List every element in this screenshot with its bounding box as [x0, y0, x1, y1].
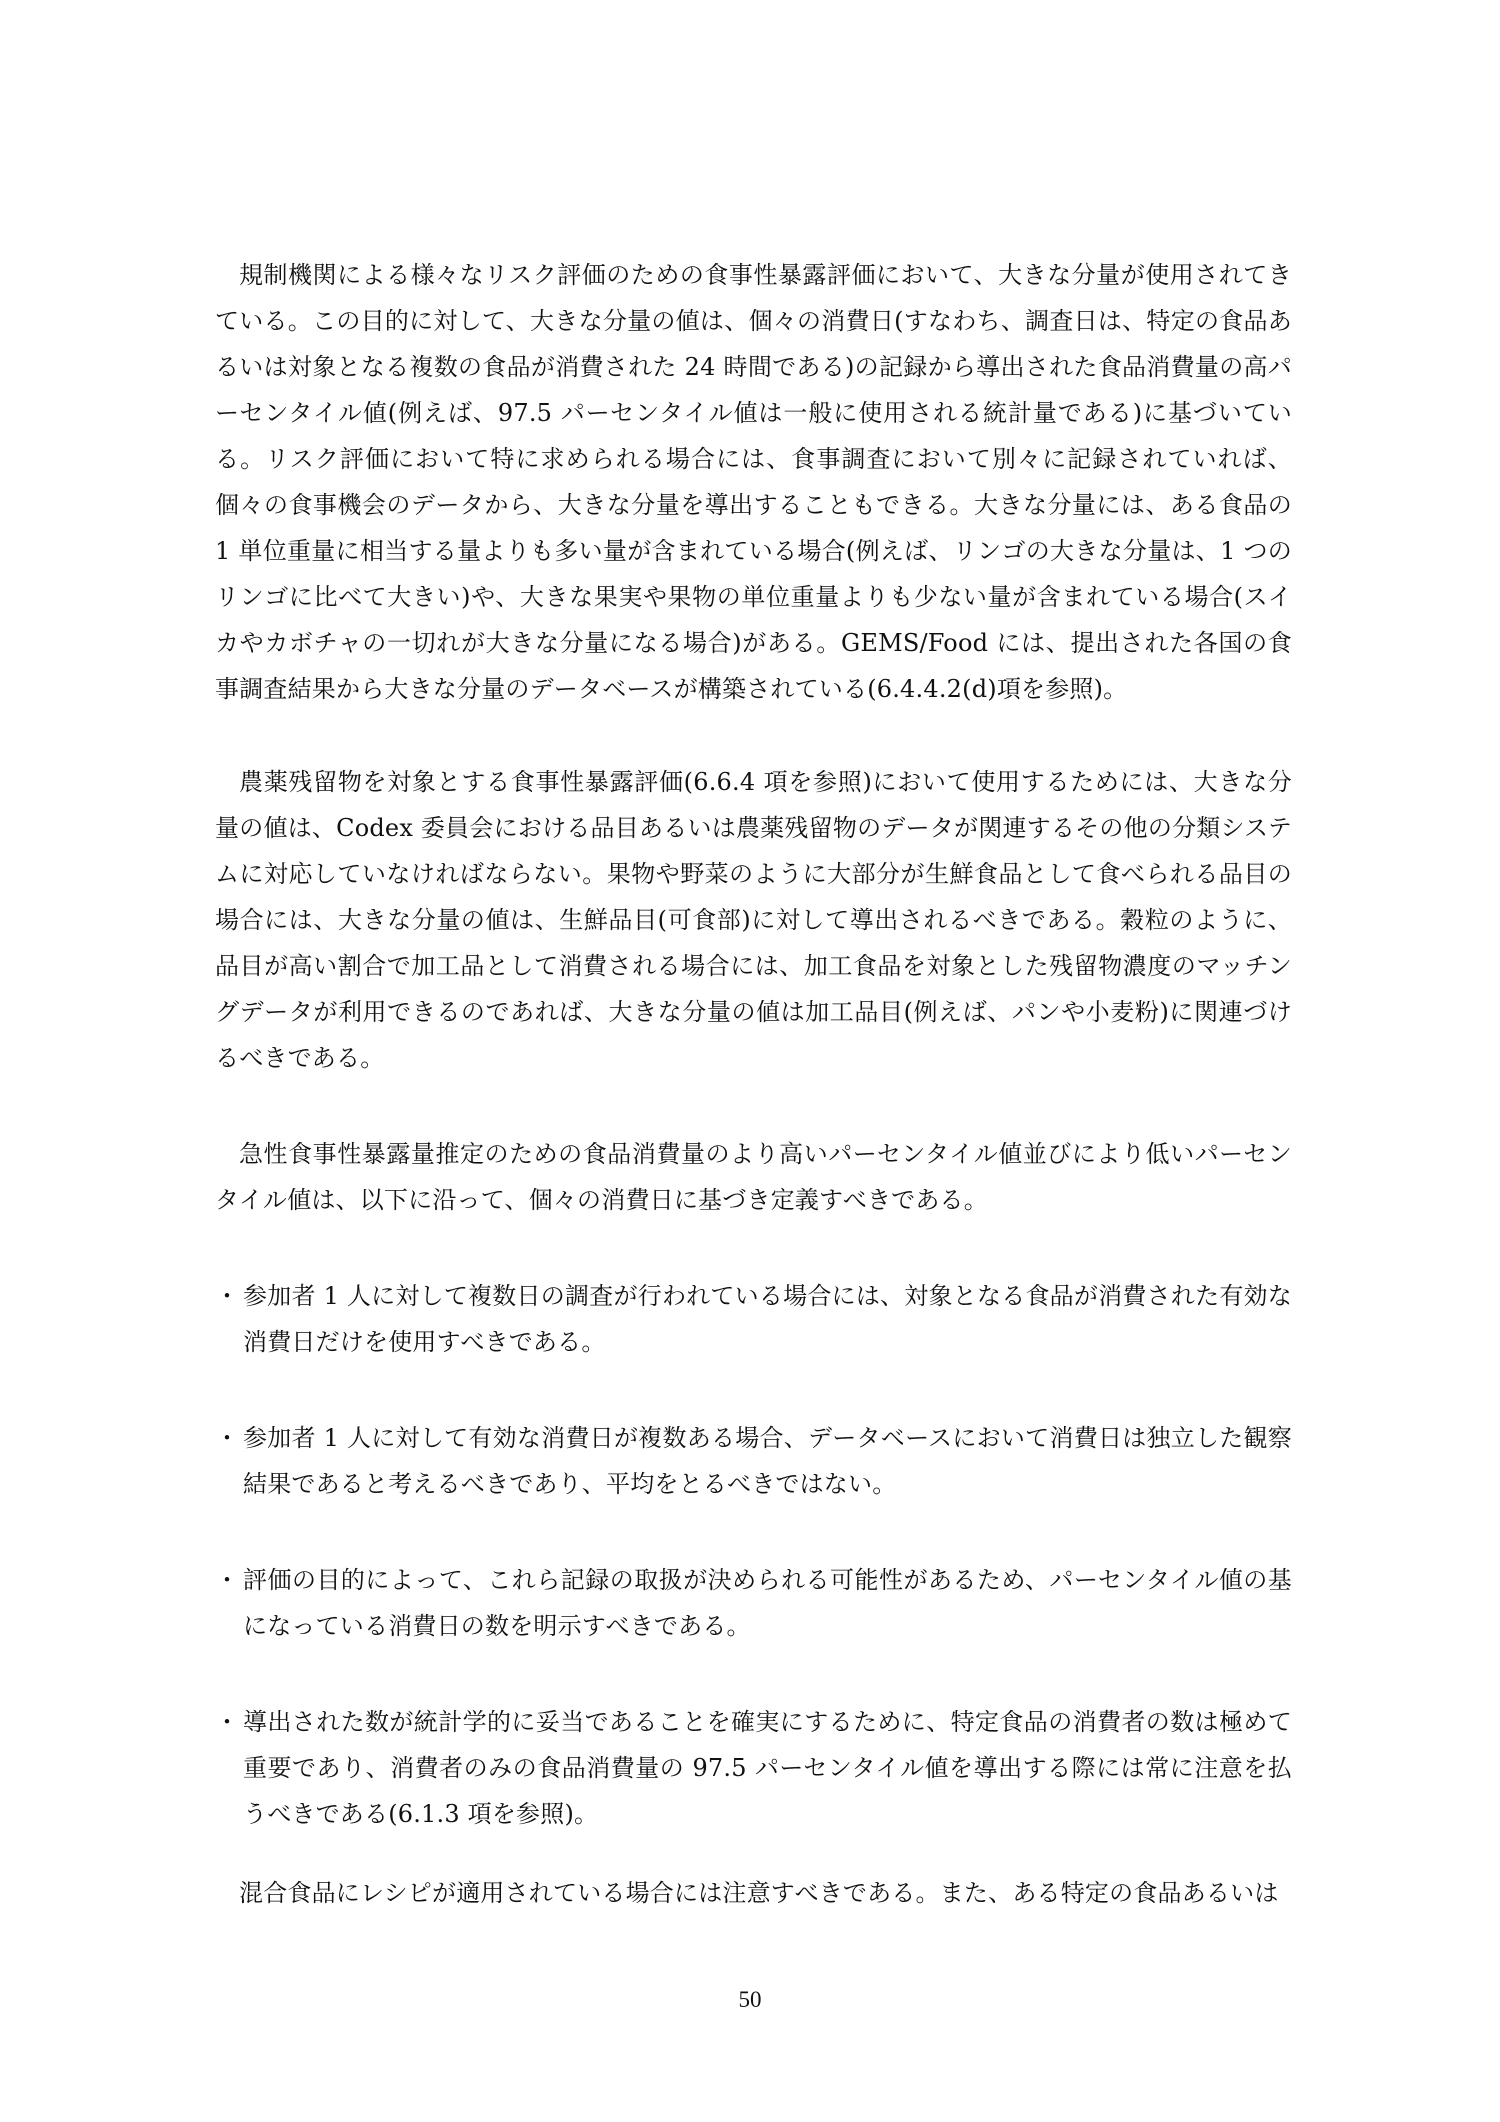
document-page: [215, 252, 1292, 1916]
page-number: 50: [738, 1987, 762, 2012]
list-item-text: 参加者 1 人に対して複数日の調査が行われている場合には、対象となる食品が消費された有効な消費日だけを使用すべきである。: [243, 1282, 1292, 1356]
paragraph-mixed-foods: 混合食品にレシピが適用されている場合には注意すべきである。また、ある特定の食品あるいは: [239, 1879, 1279, 1907]
list-item-text: 参加者 1 人に対して有効な消費日が複数ある場合、データベースにおいて消費日は独立した観察結果であると考えるべきであり、平均をとるべきではない。: [243, 1424, 1292, 1498]
list-item: [215, 1273, 1292, 1365]
paragraph-pesticide-residues: 農薬残留物を対象とする食事性暴露評価(6.6.4 項を参照)において使用するためには、大きな分量の値は、Codex 委員会における品目あるいは農薬残留物のデータが関連するその他の分類システムに対応していなければならない。果物や野菜のように大部分が生鮮食品として食べられる品目の場合には、大きな分量の値は、生鮮品目(可食部)に対して導出されるべきである。穀粒のように、品目が高い割合で加工品として消費される場合には、加工食品を対象とした残留物濃度のマッチングデータが利用できるのであれば、大きな分量の値は加工品目(例えば、パンや小麦粉)に関連づけるべきである。: [215, 768, 1292, 1072]
bullet-marker: ・: [215, 1566, 240, 1594]
list-item: [215, 1699, 1292, 1837]
bullet-marker: ・: [215, 1282, 240, 1310]
list-item: [215, 1557, 1292, 1649]
bullet-list: [215, 1273, 1292, 1837]
bullet-marker: ・: [215, 1708, 240, 1736]
bullet-marker: ・: [215, 1424, 240, 1452]
list-item-text: 評価の目的によって、これら記録の取扱が決められる可能性があるため、パーセンタイル値の基になっている消費日の数を明示すべきである。: [243, 1566, 1292, 1640]
paragraph-percentile-definition: 急性食事性暴露量推定のための食品消費量のより高いパーセンタイル値並びにより低いパーセンタイル値は、以下に沿って、個々の消費日に基づき定義すべきである。: [215, 1140, 1292, 1214]
list-item: [215, 1415, 1292, 1507]
paragraph-large-portions: 規制機関による様々なリスク評価のための食事性暴露評価において、大きな分量が使用されてきている。この目的に対して、大きな分量の値は、個々の消費日(すなわち、調査日は、特定の食品あるいは対象となる複数の食品が消費された 24 時間である)の記録から導出された食品消費量の高パーセンタイル値(例えば、97.5 パーセンタイル値は一般に使用される統計量である)に基づいている。リスク評価において特に求められる場合には、食事調査において別々に記録されていれば、個々の食事機会のデータから、大きな分量を導出することもできる。大きな分量には、ある食品の 1 単位重量に相当する量よりも多い量が含まれている場合(例えば、リンゴの大きな分量は、1 つのリンゴに比べて大きい)や、大きな果実や果物の単位重量よりも少ない量が含まれている場合(スイカやカボチャの一切れが大きな分量になる場合)がある。GEMS/Food には、提出された各国の食事調査結果から大きな分量のデータベースが構築されている(6.4.4.2(d)項を参照)。: [215, 261, 1292, 703]
list-item-text: 導出された数が統計学的に妥当であることを確実にするために、特定食品の消費者の数は極めて重要であり、消費者のみの食品消費量の 97.5 パーセンタイル値を導出する際には常に注意を払うべきである(6.1.3 項を参照)。: [243, 1708, 1292, 1828]
